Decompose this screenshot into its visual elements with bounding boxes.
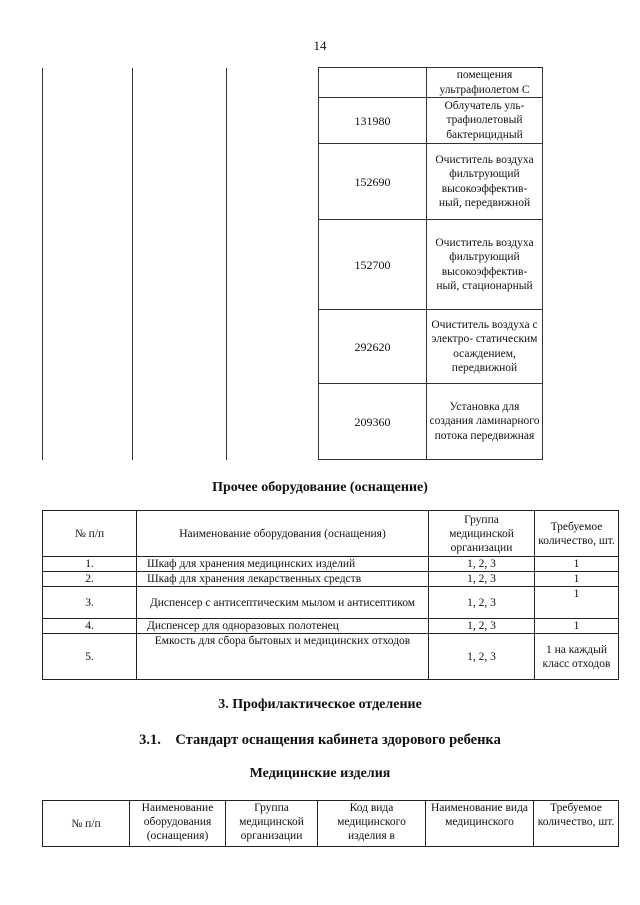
row-num: 4. (43, 619, 137, 634)
header-code: Код вида медицинского изделия в (318, 801, 426, 847)
header-kind-name: Наименование вида медицинского (426, 801, 534, 847)
device-name-cell: Очиститель воздуха с электро- статическим осаждением, передвижной (427, 310, 543, 384)
row-group: 1, 2, 3 (429, 587, 535, 619)
row-qty: 1 (535, 619, 619, 634)
row-group: 1, 2, 3 (429, 619, 535, 634)
header-qty: Требуемое количество, шт. (534, 801, 619, 847)
device-name-cell: Очиститель воздуха фильтрующий высокоэффектив- ный, передвижной (427, 144, 543, 220)
header-group: Группа медицинской организации (429, 511, 535, 557)
other-equipment-heading: Прочее оборудование (оснащение) (212, 480, 428, 495)
table-row (43, 634, 619, 680)
row-qty: 1 (535, 572, 619, 587)
table-row (43, 68, 543, 98)
row-name: Емкость для сбора бытовых и медицинских отходов (137, 634, 429, 680)
header-name: Наименование оборудования (оснащения) (130, 801, 226, 847)
row-qty: 1 (535, 557, 619, 572)
continuation-table (42, 67, 543, 460)
table-row (43, 557, 619, 572)
row-group: 1, 2, 3 (429, 572, 535, 587)
subsection-heading: 3.1. Стандарт оснащения кабинета здорового ребенка (139, 732, 501, 748)
device-code-cell: 152690 (319, 144, 427, 220)
device-code-cell (319, 68, 427, 98)
empty-cell (227, 68, 319, 460)
row-group: 1, 2, 3 (429, 557, 535, 572)
empty-cell (43, 68, 133, 460)
row-qty: 1 на каждый класс отходов (535, 634, 619, 680)
row-num: 1. (43, 557, 137, 572)
device-code-cell: 152700 (319, 220, 427, 310)
header-name: Наименование оборудования (оснащения) (137, 511, 429, 557)
device-name-cell: Облучатель уль- трафиолетовый бактерицидный (427, 98, 543, 144)
table-row (43, 619, 619, 634)
header-num: № п/п (43, 801, 130, 847)
device-name-cell: Установка для создания ламинарного потока передвижная (427, 384, 543, 460)
row-name: Диспенсер с антисептическим мылом и антисептиком (137, 587, 429, 619)
device-code-cell: 131980 (319, 98, 427, 144)
table-row (43, 572, 619, 587)
row-num: 5. (43, 634, 137, 680)
row-name: Шкаф для хранения медицинских изделий (137, 557, 429, 572)
header-qty: Требуемое количество, шт. (535, 511, 619, 557)
empty-cell (133, 68, 227, 460)
row-qty: 1 (535, 587, 619, 619)
row-num: 3. (43, 587, 137, 619)
other-equipment-table (42, 510, 619, 680)
table-header-row (43, 511, 619, 557)
device-code-cell: 209360 (319, 384, 427, 460)
row-name: Шкаф для хранения лекарственных средств (137, 572, 429, 587)
device-name-cell: помещения ультрафиолетом С (427, 68, 543, 98)
row-name: Диспенсер для одноразовых полотенец (137, 619, 429, 634)
header-group: Группа медицинской организации (226, 801, 318, 847)
device-name-cell: Очиститель воздуха фильтрующий высокоэффектив- ный, стационарный (427, 220, 543, 310)
header-num: № п/п (43, 511, 137, 557)
table-header-row (43, 801, 619, 847)
medical-devices-table (42, 800, 619, 847)
row-group: 1, 2, 3 (429, 634, 535, 680)
row-num: 2. (43, 572, 137, 587)
medical-devices-heading: Медицинские изделия (249, 766, 391, 781)
table-row (43, 587, 619, 619)
device-code-cell: 292620 (319, 310, 427, 384)
page-number: 14 (313, 38, 327, 53)
section-heading: 3. Профилактическое отделение (218, 697, 422, 712)
